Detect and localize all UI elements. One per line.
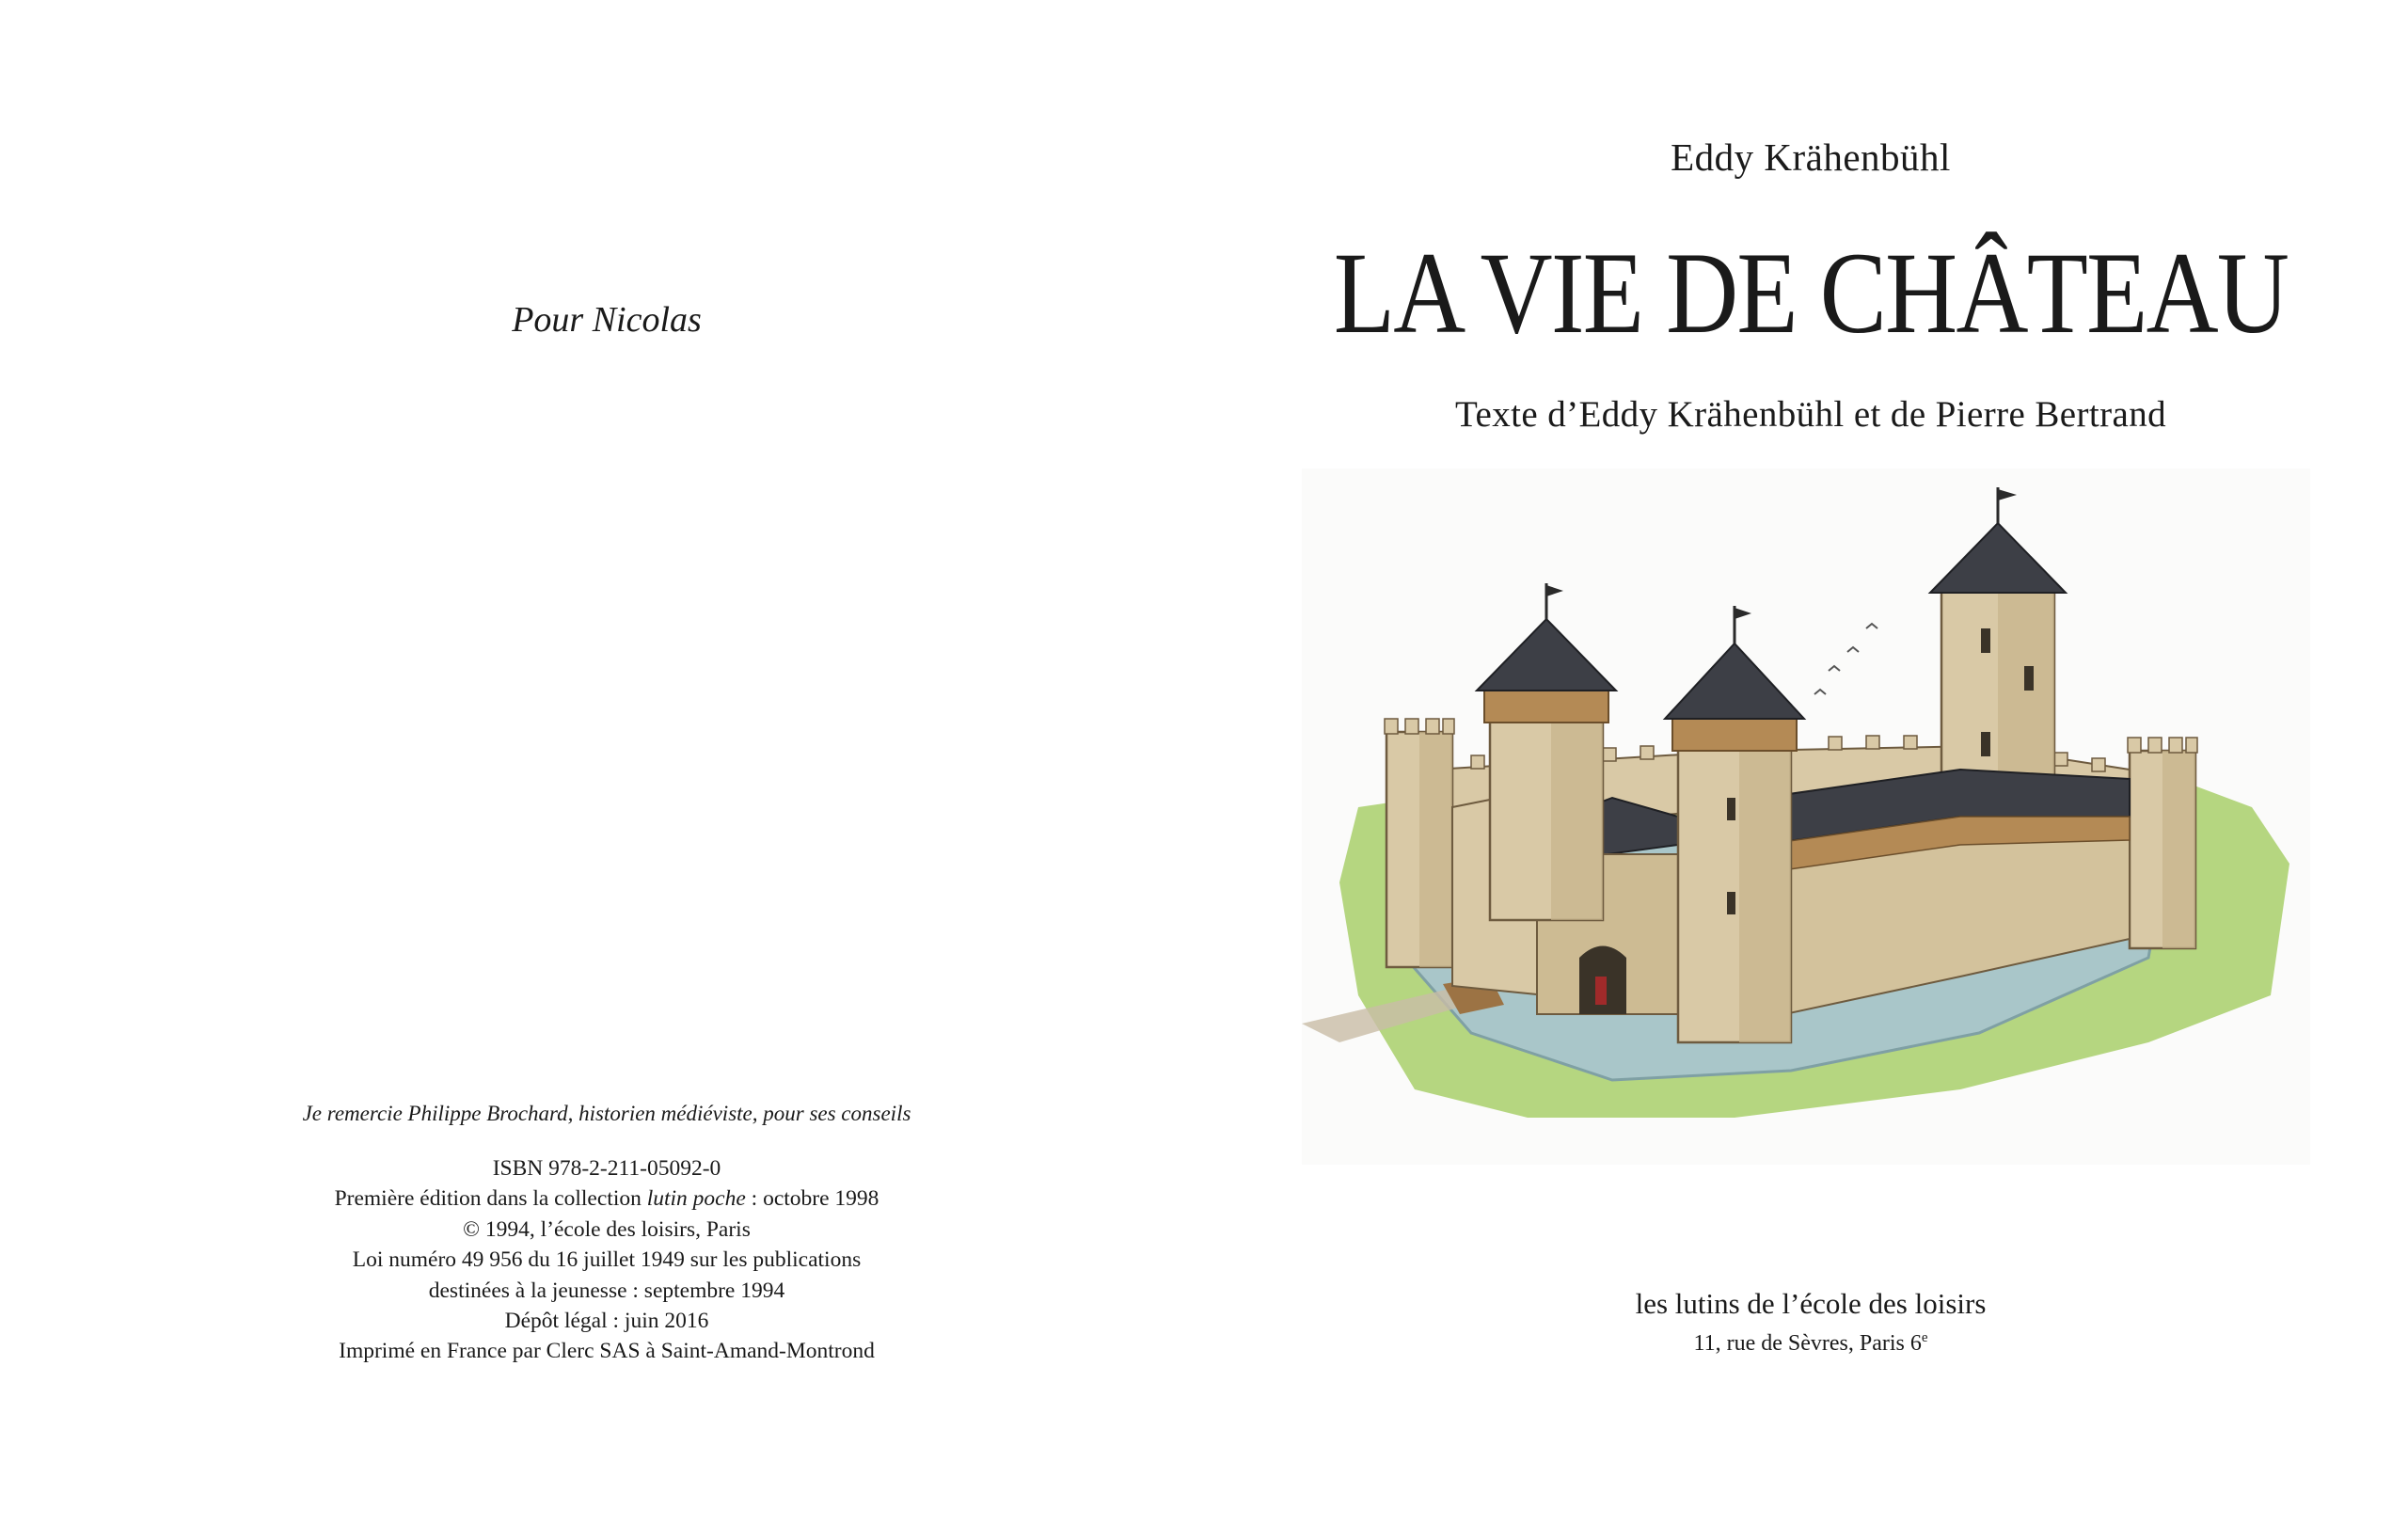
publisher-address	[1204, 1330, 2408, 1357]
right-page	[1204, 0, 2408, 1525]
book-title: LA VIE DE CHÂTEAU	[1333, 229, 2289, 357]
round-tower-left	[1477, 583, 1616, 920]
dedication: Pour Nicolas	[512, 300, 702, 340]
law-line-2: destinées à la jeunesse : septembre 1994	[428, 1278, 785, 1303]
printer: Imprimé en France par Clerc SAS à Saint-Amand-Montrond	[339, 1339, 875, 1364]
legal-deposit: Dépôt légal : juin 2016	[504, 1309, 709, 1334]
castle-drawing	[1302, 469, 2310, 1165]
acknowledgement: Je remercie Philippe Brochard, historien médiéviste, pour ses conseils	[302, 1102, 911, 1125]
author-name: Eddy Krähenbühl	[1671, 135, 1951, 179]
publisher-name: les lutins de l’école des loisirs	[1635, 1287, 1987, 1320]
address-superscript: e	[1921, 1330, 1928, 1345]
law-line-1: Loi numéro 49 956 du 16 juillet 1949 sur les publications	[352, 1247, 862, 1273]
copyright: © 1994, l’école des loisirs, Paris	[463, 1216, 751, 1242]
first-edition	[0, 1183, 1213, 1214]
corner-tower-left	[1385, 719, 1454, 967]
isbn: ISBN 978-2-211-05092-0	[492, 1156, 721, 1181]
book-subtitle: Texte d’Eddy Krähenbühl et de Pierre Bertrand	[1455, 394, 2166, 435]
address-text: 11, rue de Sèvres, Paris 6	[1693, 1331, 1922, 1356]
round-tower-front	[1665, 606, 1804, 1042]
guard	[1595, 977, 1607, 1005]
birds	[1814, 624, 1877, 694]
colophon	[0, 1153, 1213, 1367]
first-edition-date: : octobre 1998	[745, 1186, 879, 1212]
corner-tower-right	[2128, 738, 2197, 948]
collection-name: lutin poche	[646, 1186, 746, 1212]
castle-illustration	[1302, 469, 2310, 1165]
first-edition-prefix: Première édition dans la collection	[334, 1186, 647, 1212]
